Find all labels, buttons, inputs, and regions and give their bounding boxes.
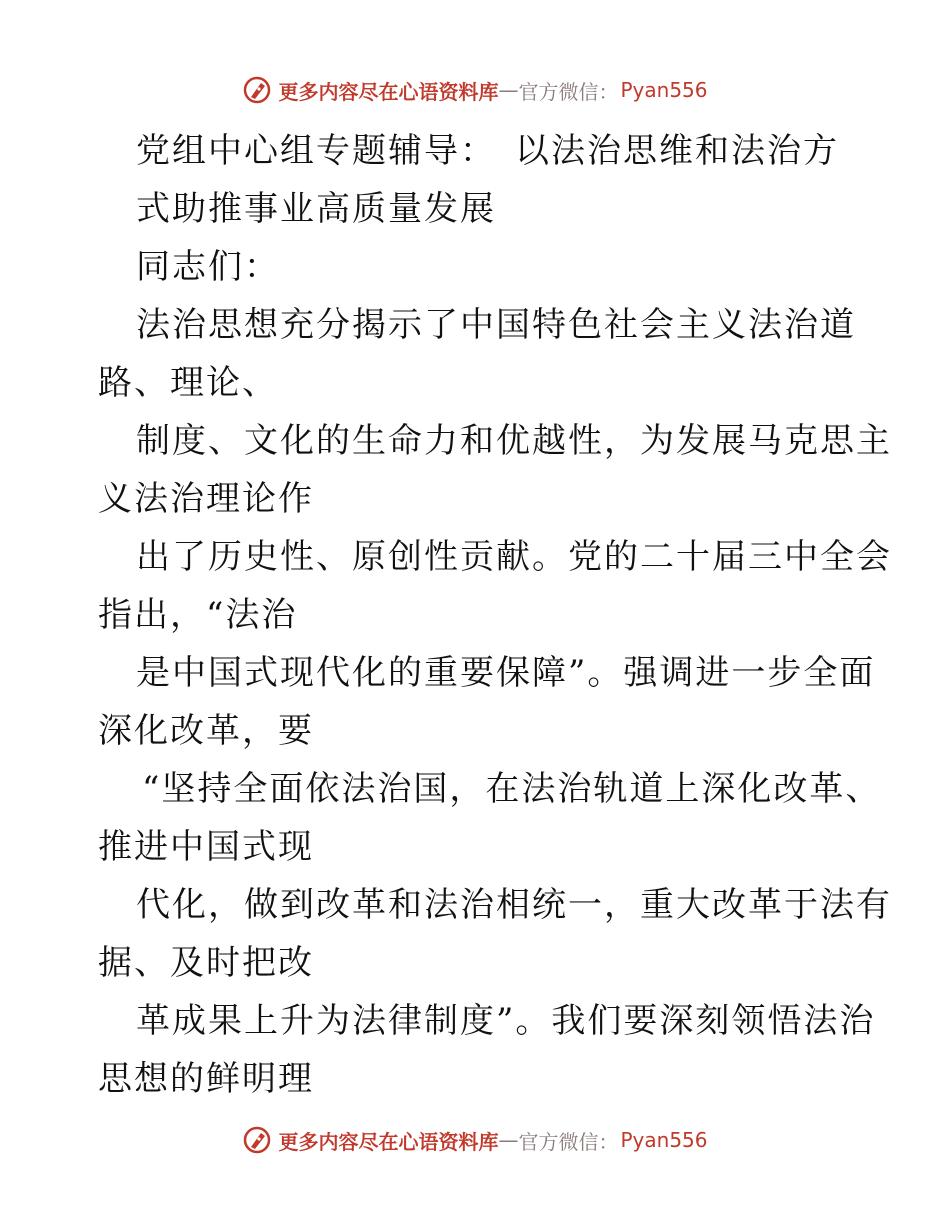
- footer-wechat-label: 官方微信：: [518, 1129, 619, 1154]
- header-banner-text: [278, 76, 707, 105]
- header-banner: [0, 70, 950, 110]
- document-title-line-2: 式助推事业高质量发展: [136, 189, 496, 229]
- footer-dash: —: [498, 1128, 519, 1152]
- body-line: 推进中国式现: [98, 827, 314, 867]
- document-title-line-1: 党组中心组专题辅导： 以法治思维和法治方: [136, 131, 839, 171]
- body-line: 义法治理论作: [98, 479, 314, 519]
- body-line: 革成果上升为法律制度”。我们要深刻领悟法治: [136, 1001, 876, 1041]
- footer-banner: [0, 1120, 950, 1160]
- body-line: 法治思想充分揭示了中国特色社会主义法治道: [136, 305, 856, 345]
- body-line: 代化，做到改革和法治相统一，重大改革于法有: [136, 885, 892, 925]
- header-dash: —: [498, 78, 519, 102]
- pen-nib-logo-icon: [242, 1125, 272, 1155]
- footer-wechat-id: Pyan556: [620, 1128, 708, 1152]
- body-line: 出了历史性、原创性贡献。党的二十届三中全会: [136, 537, 892, 577]
- pen-nib-logo-icon: [242, 75, 272, 105]
- salutation: 同志们：: [136, 247, 280, 287]
- header-wechat-label: 官方微信：: [518, 79, 619, 104]
- footer-site-text: 更多内容尽在心语资料库: [278, 1129, 499, 1154]
- body-line: 据、及时把改: [98, 943, 314, 983]
- body-line: 深化改革，要: [98, 711, 314, 751]
- body-line: “坚持全面依法治国，在法治轨道上深化改革、: [142, 769, 882, 809]
- body-line: 制度、文化的生命力和优越性，为发展马克思主: [136, 421, 892, 461]
- header-site-text: 更多内容尽在心语资料库: [278, 79, 499, 104]
- body-line: 指出，“法治: [98, 595, 298, 635]
- header-wechat-id: Pyan556: [620, 78, 708, 102]
- footer-banner-text: [278, 1126, 707, 1155]
- body-line: 思想的鲜明理: [98, 1059, 314, 1099]
- body-line: 是中国式现代化的重要保障”。强调进一步全面: [136, 653, 876, 693]
- body-line: 路、理论、: [98, 363, 278, 403]
- document-body: [0, 122, 950, 1108]
